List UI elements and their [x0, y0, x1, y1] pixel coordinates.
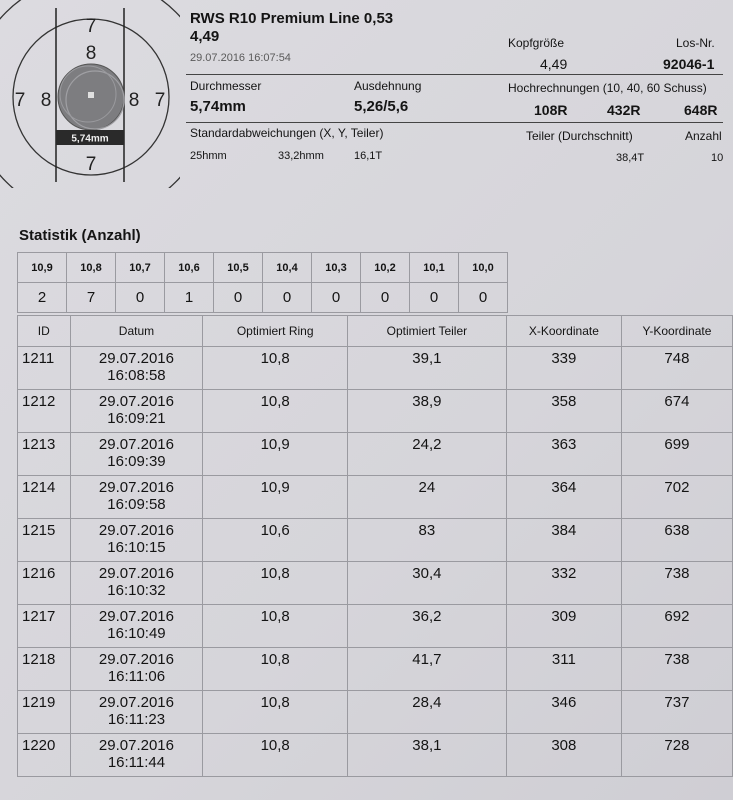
cell-y: 738: [621, 648, 732, 691]
cell-ring: 10,8: [203, 347, 348, 390]
ring-label-right-outer: 7: [154, 90, 166, 111]
cell-datum: [70, 691, 203, 734]
anzahl-value: 10: [711, 152, 724, 164]
cell-x: 363: [506, 433, 621, 476]
cell-teiler: 38,9: [347, 390, 506, 433]
cell-datum: [70, 347, 203, 390]
col-y: Y-Koordinate: [621, 316, 732, 347]
stats-header-row: [18, 253, 508, 283]
header-divider: [186, 122, 723, 123]
table-header-row: [18, 316, 733, 347]
cell-id: 1217: [18, 605, 71, 648]
report-timestamp: 29.07.2016 16:07:54: [190, 52, 291, 64]
col-teiler: Optimiert Teiler: [347, 316, 506, 347]
cell-date: 29.07.2016: [98, 393, 174, 410]
cell-ring: 10,9: [203, 433, 348, 476]
table-row: [18, 562, 733, 605]
stats-header-cell: 10,8: [67, 253, 116, 283]
col-id: ID: [18, 316, 71, 347]
cell-x: 309: [506, 605, 621, 648]
std-y: 33,2hmm: [278, 150, 324, 162]
stats-title: Statistik (Anzahl): [19, 227, 141, 244]
stats-value-cell: 0: [459, 283, 508, 313]
durchmesser-value: 5,74mm: [190, 98, 246, 115]
cell-x: 311: [506, 648, 621, 691]
cell-x: 358: [506, 390, 621, 433]
ausdehnung-label: Ausdehnung: [354, 79, 422, 93]
kopfgroesse-label: Kopfgröße: [508, 36, 565, 50]
teiler-avg-label: Teiler (Durchschnitt): [526, 129, 633, 143]
cell-y: 638: [621, 519, 732, 562]
cell-time: 16:10:49: [107, 625, 166, 642]
cell-ring: 10,8: [203, 691, 348, 734]
cell-y: 699: [621, 433, 732, 476]
losnr-value: 92046-1: [663, 56, 715, 72]
cell-id: 1216: [18, 562, 71, 605]
ring-label-right-inner: 8: [128, 90, 140, 111]
cell-ring: 10,6: [203, 519, 348, 562]
cell-teiler: 41,7: [347, 648, 506, 691]
cell-teiler: 39,1: [347, 347, 506, 390]
table-row: [18, 433, 733, 476]
header-divider: [186, 74, 723, 75]
ring-label-left-outer: 7: [14, 90, 26, 111]
hochrechnung-40: 432R: [607, 102, 641, 118]
table-row: [18, 519, 733, 562]
cell-x: 339: [506, 347, 621, 390]
cell-teiler: 38,1: [347, 734, 506, 777]
cell-id: 1212: [18, 390, 71, 433]
stats-value-cell: 0: [214, 283, 263, 313]
stats-value-cell: 1: [165, 283, 214, 313]
ausdehnung-value: 5,26/5,6: [354, 98, 409, 115]
cell-id: 1213: [18, 433, 71, 476]
cell-x: 364: [506, 476, 621, 519]
col-ring: Optimiert Ring: [203, 316, 348, 347]
anzahl-label: Anzahl: [685, 129, 722, 143]
stats-header-cell: 10,6: [165, 253, 214, 283]
cell-id: 1220: [18, 734, 71, 777]
ring-label-bottom: 7: [85, 154, 97, 175]
cell-ring: 10,9: [203, 476, 348, 519]
cell-id: 1215: [18, 519, 71, 562]
report-title: RWS R10 Premium Line 0,53: [190, 10, 394, 27]
cell-teiler: 83: [347, 519, 506, 562]
stats-value-cell: 0: [361, 283, 410, 313]
cell-date: 29.07.2016: [98, 608, 174, 625]
table-row: [18, 734, 733, 777]
report-subtitle: 4,49: [190, 28, 220, 45]
stats-value-cell: 7: [67, 283, 116, 313]
table-row: [18, 691, 733, 734]
cell-datum: [70, 390, 203, 433]
cell-date: 29.07.2016: [98, 565, 174, 582]
target-graphic: [0, 0, 180, 188]
kopfgroesse-value: 4,49: [540, 56, 568, 72]
stats-value-cell: 0: [410, 283, 459, 313]
cell-time: 16:09:58: [107, 496, 166, 513]
cell-datum: [70, 519, 203, 562]
cell-date: 29.07.2016: [98, 436, 174, 453]
table-row: [18, 390, 733, 433]
cell-date: 29.07.2016: [98, 694, 174, 711]
cell-time: 16:08:58: [107, 367, 166, 384]
hochrechnung-10: 108R: [534, 102, 568, 118]
col-datum: Datum: [70, 316, 203, 347]
cell-ring: 10,8: [203, 562, 348, 605]
ring-label-top-outer: 7: [85, 16, 97, 37]
cell-time: 16:10:15: [107, 539, 166, 556]
cell-y: 702: [621, 476, 732, 519]
cell-y: 728: [621, 734, 732, 777]
cell-ring: 10,8: [203, 734, 348, 777]
cell-x: 384: [506, 519, 621, 562]
col-x: X-Koordinate: [506, 316, 621, 347]
std-teiler: 16,1T: [354, 150, 383, 162]
cell-date: 29.07.2016: [98, 350, 174, 367]
stats-value-cell: 0: [263, 283, 312, 313]
cell-time: 16:10:32: [107, 582, 166, 599]
cell-x: 308: [506, 734, 621, 777]
hochrechnungen-label: Hochrechnungen (10, 40, 60 Schuss): [508, 81, 707, 95]
stats-table: [17, 252, 508, 313]
cell-y: 738: [621, 562, 732, 605]
stats-value-cell: 2: [18, 283, 67, 313]
stats-header-cell: 10,9: [18, 253, 67, 283]
table-body: [18, 347, 733, 777]
cell-date: 29.07.2016: [98, 479, 174, 496]
stats-value-row: [18, 283, 508, 313]
cell-datum: [70, 605, 203, 648]
hochrechnung-60: 648R: [684, 102, 718, 118]
table-row: [18, 605, 733, 648]
teiler-avg-value: 38,4T: [616, 152, 645, 164]
cell-teiler: 24,2: [347, 433, 506, 476]
table-row: [18, 476, 733, 519]
cell-y: 737: [621, 691, 732, 734]
cell-time: 16:11:44: [107, 754, 166, 771]
cell-x: 332: [506, 562, 621, 605]
stats-header-cell: 10,3: [312, 253, 361, 283]
stats-header-cell: 10,4: [263, 253, 312, 283]
stats-header-cell: 10,2: [361, 253, 410, 283]
cell-teiler: 30,4: [347, 562, 506, 605]
cell-date: 29.07.2016: [98, 651, 174, 668]
shots-table: [17, 315, 733, 777]
cell-time: 16:09:39: [107, 453, 166, 470]
cell-date: 29.07.2016: [98, 522, 174, 539]
stats-header-cell: 10,7: [116, 253, 165, 283]
cell-teiler: 24: [347, 476, 506, 519]
cell-time: 16:11:06: [107, 668, 166, 685]
cell-datum: [70, 734, 203, 777]
cell-y: 674: [621, 390, 732, 433]
cell-id: 1218: [18, 648, 71, 691]
ring-label-top-inner: 8: [85, 43, 97, 64]
table-row: [18, 648, 733, 691]
cell-time: 16:09:21: [107, 410, 166, 427]
cell-datum: [70, 562, 203, 605]
stats-header-cell: 10,0: [459, 253, 508, 283]
cell-id: 1219: [18, 691, 71, 734]
cell-x: 346: [506, 691, 621, 734]
cell-teiler: 36,2: [347, 605, 506, 648]
losnr-label: Los-Nr.: [676, 36, 715, 50]
stats-value-cell: 0: [312, 283, 361, 313]
cell-ring: 10,8: [203, 605, 348, 648]
center-dot: [88, 92, 94, 98]
stats-header-cell: 10,5: [214, 253, 263, 283]
cell-id: 1211: [18, 347, 71, 390]
std-label: Standardabweichungen (X, Y, Teiler): [190, 126, 384, 140]
cell-y: 692: [621, 605, 732, 648]
stats-header-cell: 10,1: [410, 253, 459, 283]
durchmesser-label: Durchmesser: [190, 79, 262, 93]
cell-date: 29.07.2016: [98, 737, 174, 754]
diameter-label: 5,74mm: [71, 133, 109, 145]
ring-label-left-inner: 8: [40, 90, 52, 111]
std-x: 25hmm: [190, 150, 227, 162]
table-row: [18, 347, 733, 390]
stats-value-cell: 0: [116, 283, 165, 313]
cell-id: 1214: [18, 476, 71, 519]
cell-ring: 10,8: [203, 648, 348, 691]
cell-datum: [70, 648, 203, 691]
cell-y: 748: [621, 347, 732, 390]
cell-ring: 10,8: [203, 390, 348, 433]
cell-teiler: 28,4: [347, 691, 506, 734]
cell-time: 16:11:23: [107, 711, 166, 728]
cell-datum: [70, 476, 203, 519]
cell-datum: [70, 433, 203, 476]
